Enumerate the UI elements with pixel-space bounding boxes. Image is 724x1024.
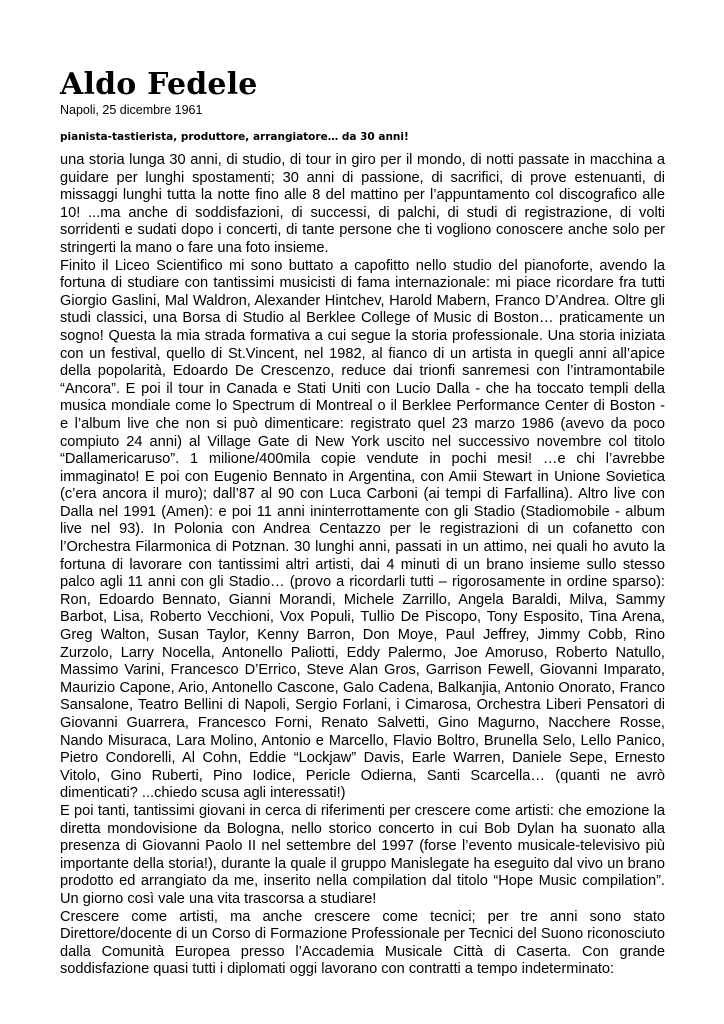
subtitle: pianista-tastierista, produttore, arrangiatore… da 30 anni! bbox=[60, 131, 409, 143]
paragraph-intro: una storia lunga 30 anni, di studio, di tour in giro per il mondo, di notti passate in macchina a guidare per lunghi spostamenti; 30 anni di passione, di sacrifici, di prove estenuanti, di missaggi lunghi tutta la notte fino alle 8 del mattino per l’appuntamento col discografico alle 10! ...ma anche di soddisfazioni, di successi, di palchi, di studi di registrazione, di volti sorridenti e sudati dopo i concerti, di tante persone che ti vogliono conoscere anche solo per stringerti la mano o fare una foto insieme. bbox=[60, 152, 665, 256]
body-text bbox=[60, 152, 665, 979]
paragraph-young-artists: E poi tanti, tantissimi giovani in cerca di riferimenti per crescere come artisti: che emozione la diretta mondovisione da Bologna, nello storico concerto in cui Bob Dylan ha suonato alla presenza di Giovanni Paolo II nel settembre del 1997 (forse l’evento musicale-televisivo più importante della storia!), durante la quale il gruppo Manislegate ha eseguito dal vivo un brano prodotto ed arrangiato da me, inserito nella compilation dal titolo “Hope Music compilation”. Un giorno così vale una vita trascorsa a studiare! bbox=[60, 802, 665, 907]
birth-info: Napoli, 25 dicembre 1961 bbox=[60, 103, 203, 117]
paragraph-career: Finito il Liceo Scientifico mi sono buttato a capofitto nello studio del pianoforte, avendo la fortuna di studiare con tantissimi musicisti di fama internazionale: mi piace ricordare fra tutti Giorgio Gaslini, Mal Waldron, Alexander Hintchev, Harold Mabern, Franco D’Andrea. Oltre gli studi classici, una Borsa di Studio al Berklee College of Music di Boston… praticamente un sogno! Questa la mia strada formativa a cui segue la storia professionale. Una storia iniziata con un festival, quello di St.Vincent, nel 1982, al fianco di un artista in quegli anni all’apice della popolarità, Edoardo De Crescenzo, reduce dai trionfi sanremesi con l’intramontabile “Ancora”. E poi il tour in Canada e Stati Uniti con Lucio Dalla - che ha toccato templi della musica mondiale come lo Spectrum di Montreal o il Berklee Performance Center di Boston - e l’album live che non si può dimenticare: registrato quel 23 marzo 1986 (avevo da poco compiuto 24 anni) al Village Gate di New York uscito nel successivo novembre col titolo “Dallamericaruso”. 1 milione/400mila copie vendute in pochi mesi! …e chi l’avrebbe immaginato! E poi con Eugenio Bennato in Argentina, con Amii Stewart in Unione Sovietica (c’era ancora il muro); dall’87 al 90 con Luca Carboni (ai tempi di Farfallina). Altro live con Dalla nel 1991 (Amen): e poi 11 anni ininterrottamente con gli Stadio (Stadiomobile - album live nel 93). In Polonia con Andrea Centazzo per le registrazioni di un cofanetto con l’Orchestra Filarmonica di Potznan. 30 lunghi anni, passati in un attimo, nei quali ho avuto la fortuna di lavorare con tantissimi altri artisti, dai 4 minuti di un brano insieme sullo stesso palco agli 11 anni con gli Stadio… (provo a ricordarli tutti – rigorosamente in ordine sparso): Ron, Edoardo Bennato, Gianni Morandi, Michele Zarrillo, Angela Baraldi, Milva, Sammy Barbot, Lisa, Roberto Vecchioni, Vox Populi, Tullio De Piscopo, Tony Esposito, Tina Arena, Greg Walton, Susan Taylor, Kenny Barron, Don Moye, Paul Jeffrey, Jimmy Cobb, Rino Zurzolo, Larry Nocella, Antonello Paliotti, Eddy Palermo, Joe Amoruso, Roberto Natullo, Massimo Varini, Francesco D’Errico, Steve Alan Gros, Garrison Fewell, Giovanni Imparato, Maurizio Capone, Ario, Antonello Cascone, Galo Cadena, Balkanjia, Antonio Onorato, Franco Sansalone, Teatro Bellini di Napoli, Sergio Forlani, i Cimarosa, Orchestra Liberi Pensatori di Giovanni Guarrera, Francesco Forni, Renato Salvetti, Gino Magurno, Nacchere Rosse, Nando Misuraca, Lara Molino, Antonio e Marcello, Flavio Boltro, Brunella Selo, Lello Panico, Pietro Condorelli, Al Cohn, Eddie “Lockjaw” Davis, Earle Warren, Daniele Sepe, Ernesto Vitolo, Gino Ruberti, Pino Iodice, Pericle Odierna, Santi Scarcella… (quanti ne avrò dimenticati? ...chiedo scusa agli interessati!) bbox=[60, 257, 665, 802]
page-title: Aldo Fedele bbox=[60, 67, 258, 102]
document-page bbox=[60, 68, 665, 979]
paragraph-technicians: Crescere come artisti, ma anche crescere come tecnici; per tre anni sono stato Direttore/docente di un Corso di Formazione Professionale per Tecnici del Suono riconosciuto dalla Comunità Europea presso l’Accademia Musicale Città di Caserta. Con grande soddisfazione quasi tutti i diplomati oggi lavorano con contratti a tempo indeterminato: bbox=[60, 908, 665, 978]
